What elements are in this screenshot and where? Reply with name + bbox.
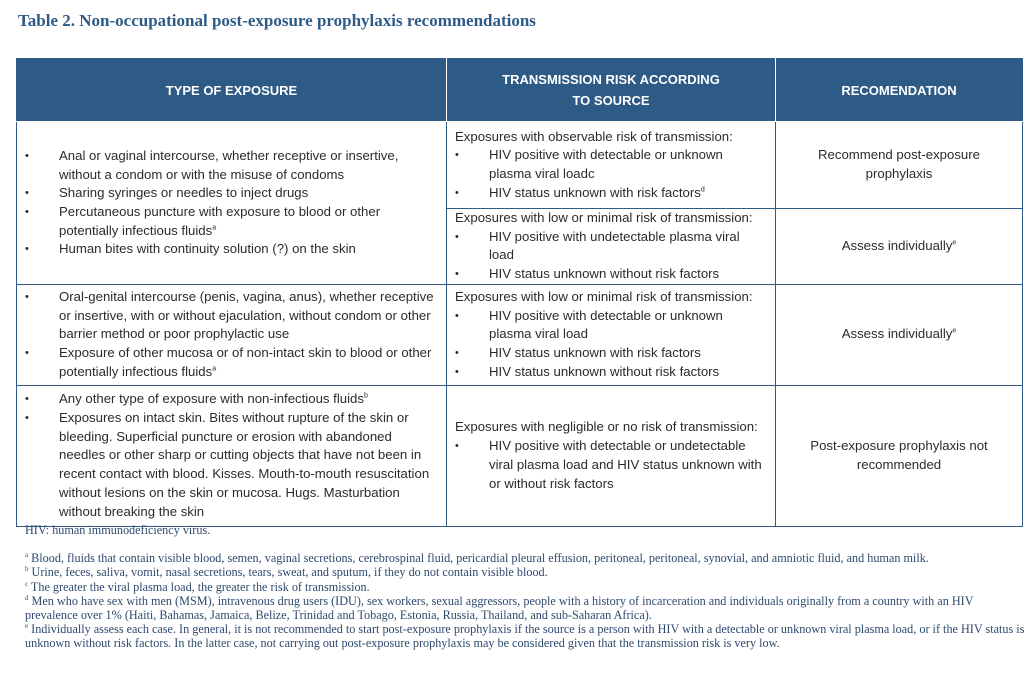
header-transmission-risk xyxy=(447,59,776,122)
list-item: • Anal or vaginal intercourse, whether receptive or insertive, without a condom or with the misuse of condoms xyxy=(25,147,438,184)
header-risk-line-1: TRANSMISSION RISK ACCORDING xyxy=(502,72,720,87)
list-item: • Percutaneous puncture with exposure to blood or other potentially infectious fluids$^a$ xyxy=(25,203,438,240)
list-item: • HIV positive with undetectable plasma viral load xyxy=(455,228,767,265)
footnote-b: $^b$ Urine, feces, saliva, vomit, nasal secretions, tears, sweat, and sputum, if they do not contain visible blood. xyxy=(25,565,548,580)
list-item: • HIV status unknown without risk factors xyxy=(455,363,767,382)
footnote-mark: e xyxy=(952,328,957,336)
header-type-of-exposure: TYPE OF EXPOSURE xyxy=(17,59,447,122)
footnote-d: $^d$ Men who have sex with men (MSM), intravenous drug users (IDU), sex workers, sexual aggressors, people with a history of incarceration and individuals originally from a country with an HIV prevalence over 1% (Haiti, Bahamas, Jamaica, Belize, Trinidad and Tobago, Estonia, Russia, Thailand, and sub-Saharan Africa). xyxy=(25,593,974,623)
recommendation-cell-1: Recommend post-exposure prophylaxis xyxy=(776,122,1023,209)
table-title: Table 2. Non-occupational post-exposure prophylaxis recommendations xyxy=(18,11,536,30)
exposure-cell-3 xyxy=(17,385,447,526)
list-item: • Oral-genital intercourse (penis, vagina, anus), whether receptive or insertive, with or without ejaculation, without condom or other barrier method or poor prophylactic use xyxy=(25,288,438,344)
exposure-list-3 xyxy=(25,390,438,521)
footnote-mark: b xyxy=(363,392,368,400)
footnote-mark: a xyxy=(212,365,217,373)
recommendation-cell-4: Post-exposure prophylaxis not recommended xyxy=(776,385,1023,526)
list-item: • HIV positive with detectable or unknown plasma viral loadc xyxy=(455,146,767,183)
exposure-list-1 xyxy=(25,147,438,259)
list-item: • HIV status unknown with risk factors$^d$ xyxy=(455,184,767,203)
risk-cell-2 xyxy=(447,209,776,285)
recommendation-cell-2: Assess individually$^e$ xyxy=(776,209,1023,285)
table-row xyxy=(17,385,1023,526)
list-item: • HIV positive with detectable or undetectable viral plasma load and HIV status unknown with or without risk factors xyxy=(455,437,767,493)
list-item: • Human bites with continuity solution (?) on the skin xyxy=(25,240,438,259)
recommendations-table xyxy=(16,58,1023,527)
footnote-mark: d xyxy=(700,186,705,194)
table-row xyxy=(17,122,1023,209)
exposure-cell-2 xyxy=(17,284,447,385)
list-item: • Sharing syringes or needles to inject drugs xyxy=(25,184,438,203)
recommendation-cell-3: Assess individually$^e$ xyxy=(776,284,1023,385)
list-item: • HIV status unknown with risk factors xyxy=(455,344,767,363)
exposure-list-2 xyxy=(25,288,438,382)
footnote-hiv: HIV: human immunodeficiency virus. xyxy=(25,523,211,537)
exposure-cell-1 xyxy=(17,122,447,285)
list-item: • Exposure of other mucosa or of non-intact skin to blood or other potentially infectious fluids$^a$ xyxy=(25,344,438,381)
risk-heading: Exposures with low or minimal risk of transmission: xyxy=(455,210,753,225)
risk-cell-1 xyxy=(447,122,776,209)
footnotes xyxy=(25,523,1025,651)
list-item: • HIV status unknown without risk factors xyxy=(455,265,767,284)
risk-heading: Exposures with low or minimal risk of transmission: xyxy=(455,289,753,305)
footnote-c: $^c$ The greater the viral plasma load, the greater the risk of transmission. xyxy=(25,579,370,594)
risk-list xyxy=(455,228,767,284)
risk-list xyxy=(455,307,767,382)
header-risk-line-2: TO SOURCE xyxy=(572,93,650,108)
risk-cell-4 xyxy=(447,385,776,526)
risk-heading: Exposures with negligible or no risk of transmission: xyxy=(455,419,758,435)
table-row xyxy=(17,284,1023,385)
header-recommendation: RECOMENDATION xyxy=(776,59,1023,122)
footnote-mark: a xyxy=(212,224,217,232)
risk-heading: Exposures with observable risk of transmission: xyxy=(455,128,733,144)
footnote-e: $^e$ Individually assess each case. In general, it is not recommended to start post-exposure prophylaxis if the source is a person with HIV with a detectable or unknown viral plasma load, or if the HIV status is unknown without risk factors. In the latter case, not carrying out post-exposure prophylaxis may be considered given that the transmission risk is very low. xyxy=(25,622,1025,651)
footnote-a: $^a$ Blood, fluids that contain visible blood, semen, vaginal secretions, cerebrospinal fluid, pericardial pleural effusion, peritoneal, peritoneal, synovial, and amniotic fluid, and human milk. xyxy=(25,551,929,566)
footnote-mark: e xyxy=(952,239,957,247)
list-item: • HIV positive with detectable or unknown plasma viral load xyxy=(455,307,767,344)
risk-list xyxy=(455,146,767,202)
risk-list xyxy=(455,437,767,493)
header-row xyxy=(17,59,1023,122)
risk-cell-3 xyxy=(447,284,776,385)
list-item: • Exposures on intact skin. Bites without rupture of the skin or bleeding. Superficial puncture or erosion with abandoned needles or other sharp or cutting objects that have not been in recent contact with blood. Kisses. Mouth-to-mouth resuscitation without lesions on the skin or mucosa. Hugs. Masturbation without breaking the skin xyxy=(25,409,438,521)
list-item: • Any other type of exposure with non-infectious fluids$^b$ xyxy=(25,390,438,409)
